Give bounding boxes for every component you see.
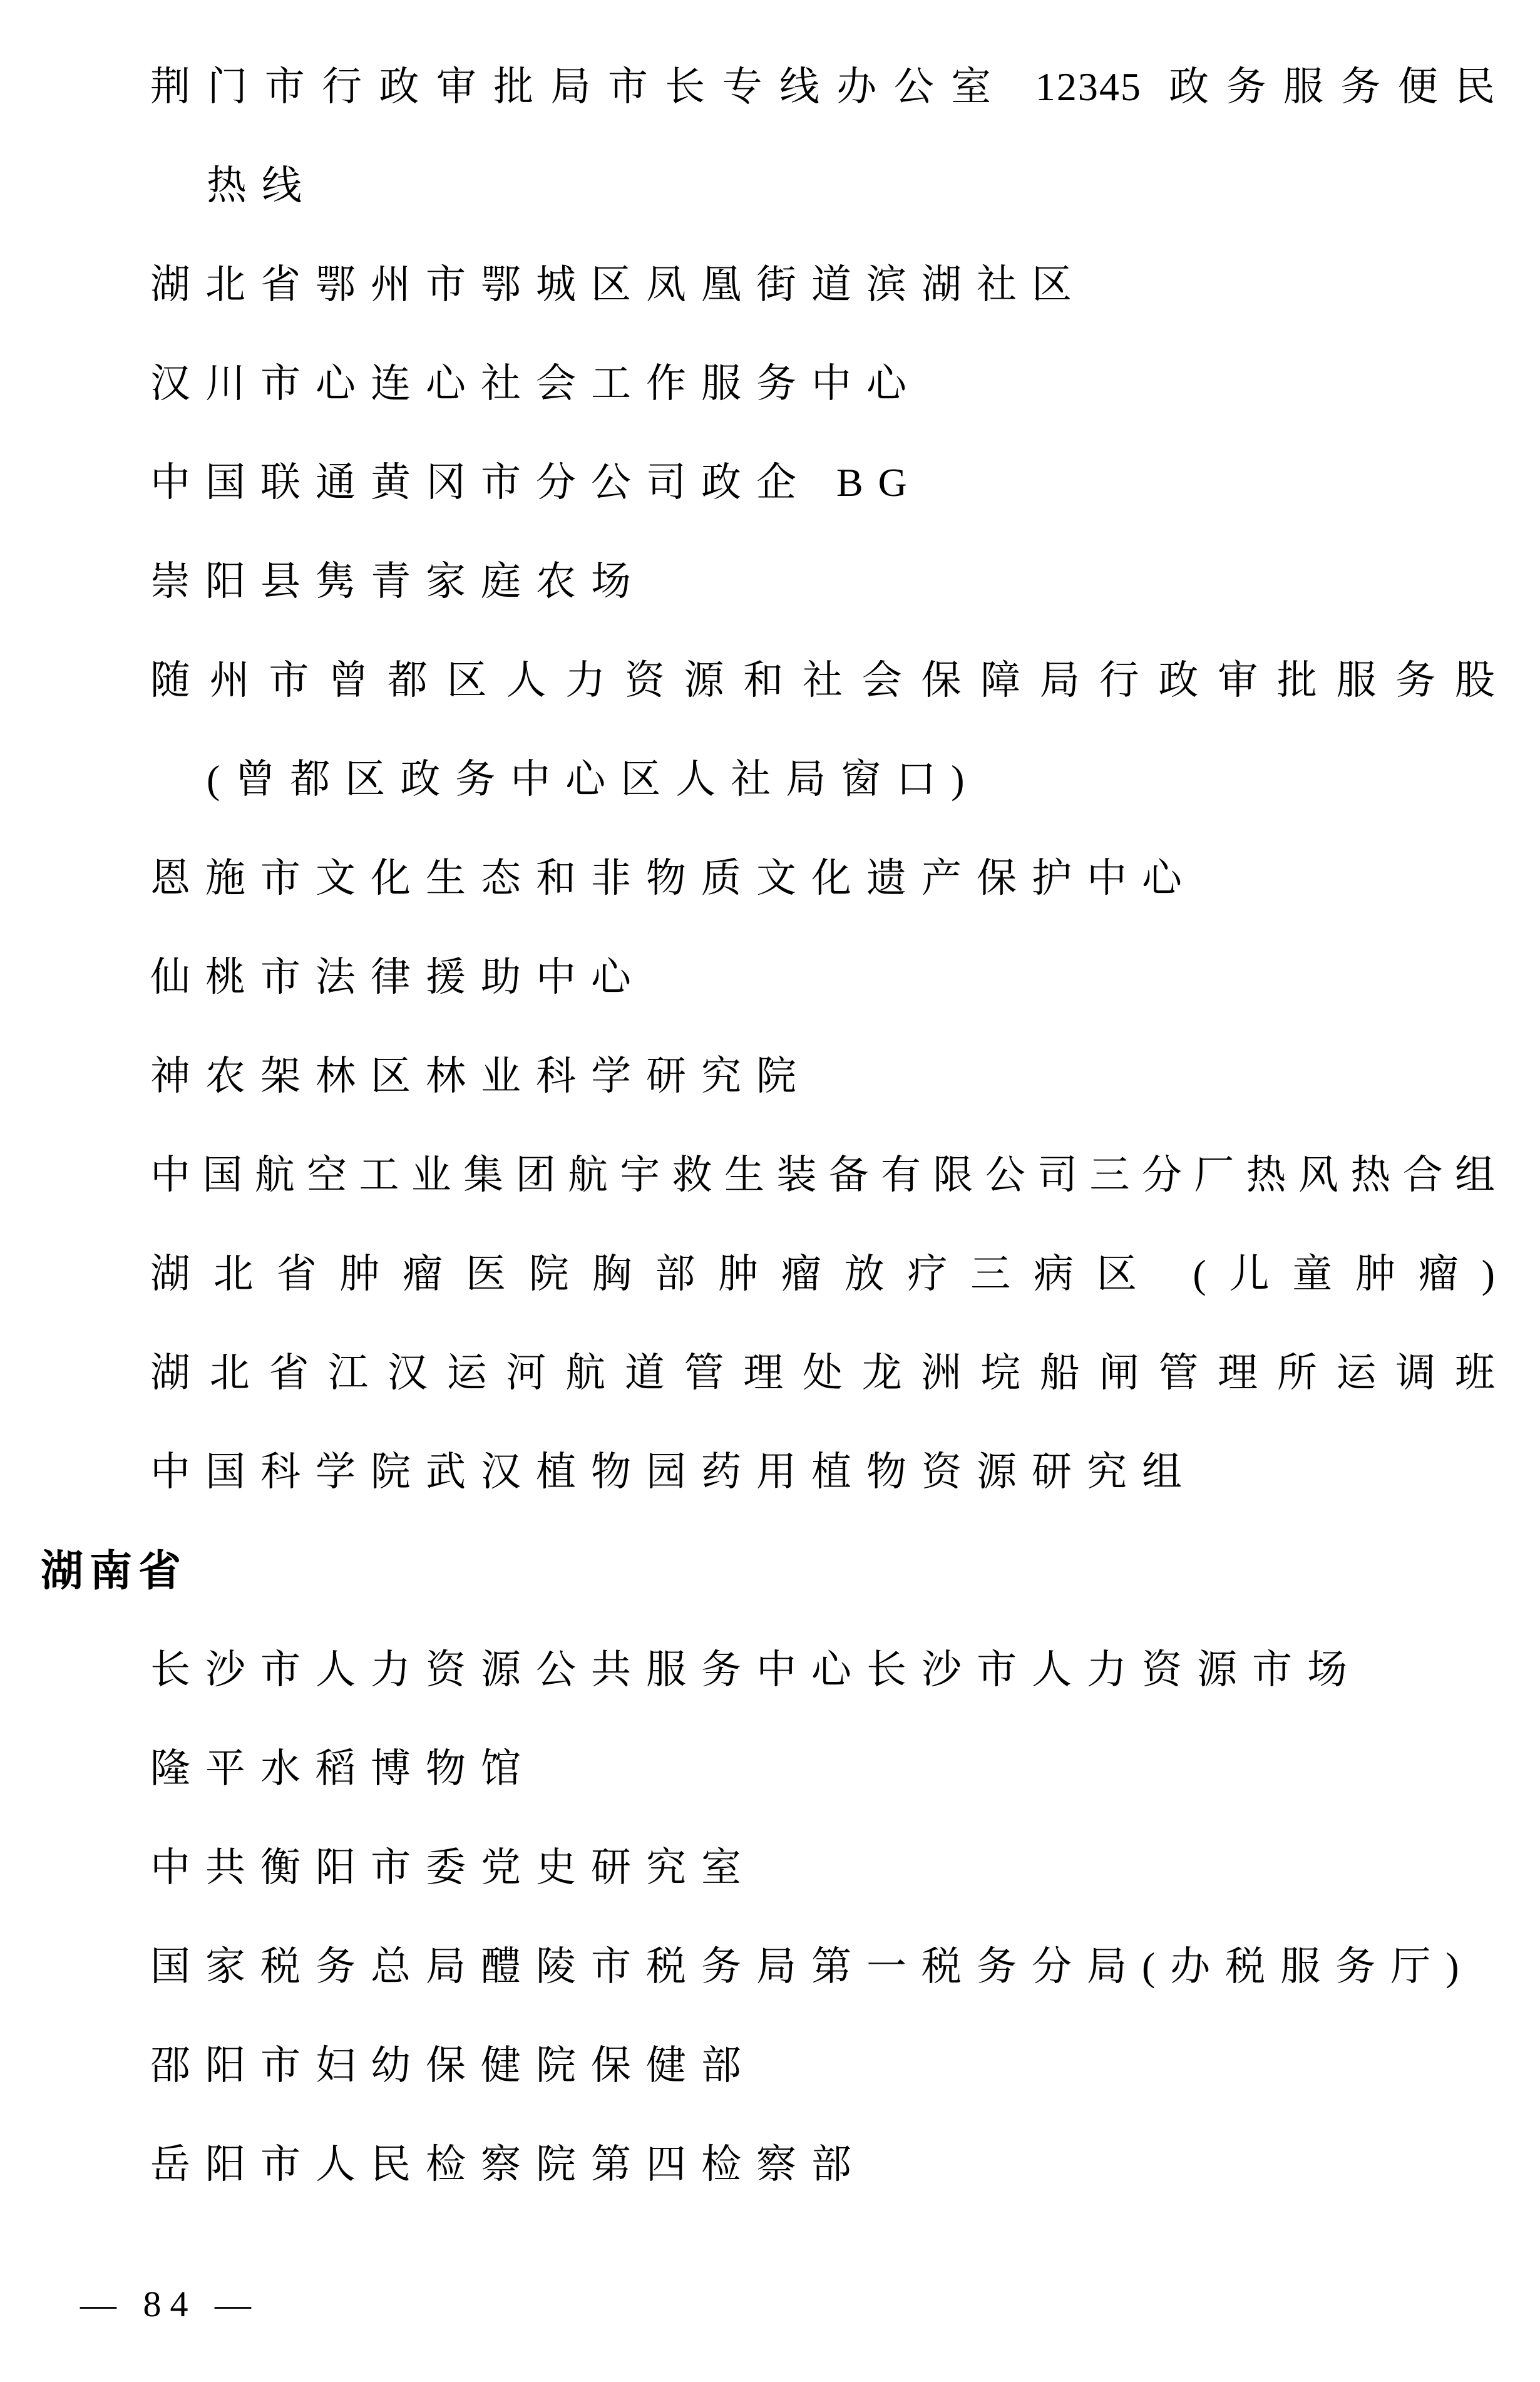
- list-item: 仙桃市法律援助中心: [150, 955, 646, 999]
- list-item: 中国联通黄冈市分公司政企 BG: [150, 460, 922, 505]
- list-item: 岳阳市人民检察院第四检察部: [150, 2142, 866, 2187]
- list-item: 荆门市行政审批局市长专线办公室 12345 政务服务便民: [150, 64, 1496, 109]
- list-item: 中共衡阳市委党史研究室: [150, 1845, 756, 1890]
- section-header: 湖南省: [41, 1547, 188, 1595]
- list-item: 中国航空工业集团航宇救生装备有限公司三分厂热风热合组: [150, 1153, 1496, 1197]
- list-item: 国家税务总局醴陵市税务局第一税务分局(办税服务厅): [150, 1944, 1474, 1989]
- list-item: 神农架林区林业科学研究院: [150, 1054, 811, 1098]
- list-item: 随州市曾都区人力资源和社会保障局行政审批服务股: [150, 658, 1496, 703]
- list-item: 中国科学院武汉植物园药用植物资源研究组: [150, 1450, 1197, 1494]
- list-item: 汉川市心连心社会工作服务中心: [150, 361, 921, 406]
- list-item: 隆平水稻博物馆: [150, 1746, 536, 1791]
- list-item: 湖北省肿瘤医院胸部肿瘤放疗三病区 (儿童肿瘤): [150, 1252, 1496, 1296]
- list-item: 长沙市人力资源公共服务中心长沙市人力资源市场: [150, 1647, 1362, 1692]
- page-number: — 84 —: [80, 2284, 260, 2324]
- list-item: 邵阳市妇幼保健院保健部: [150, 2043, 756, 2088]
- recognition-list: [41, 38, 1496, 2214]
- list-item: 崇阳县隽青家庭农场: [150, 559, 646, 604]
- list-item: 热线: [207, 163, 317, 208]
- list-item: 湖北省鄂州市鄂城区凤凰街道滨湖社区: [150, 262, 1087, 307]
- list-item: 恩施市文化生态和非物质文化遗产保护中心: [150, 856, 1197, 900]
- list-item: 湖北省江汉运河航道管理处龙洲垸船闸管理所运调班: [150, 1351, 1496, 1395]
- list-item: (曾都区政务中心区人社局窗口): [207, 757, 980, 802]
